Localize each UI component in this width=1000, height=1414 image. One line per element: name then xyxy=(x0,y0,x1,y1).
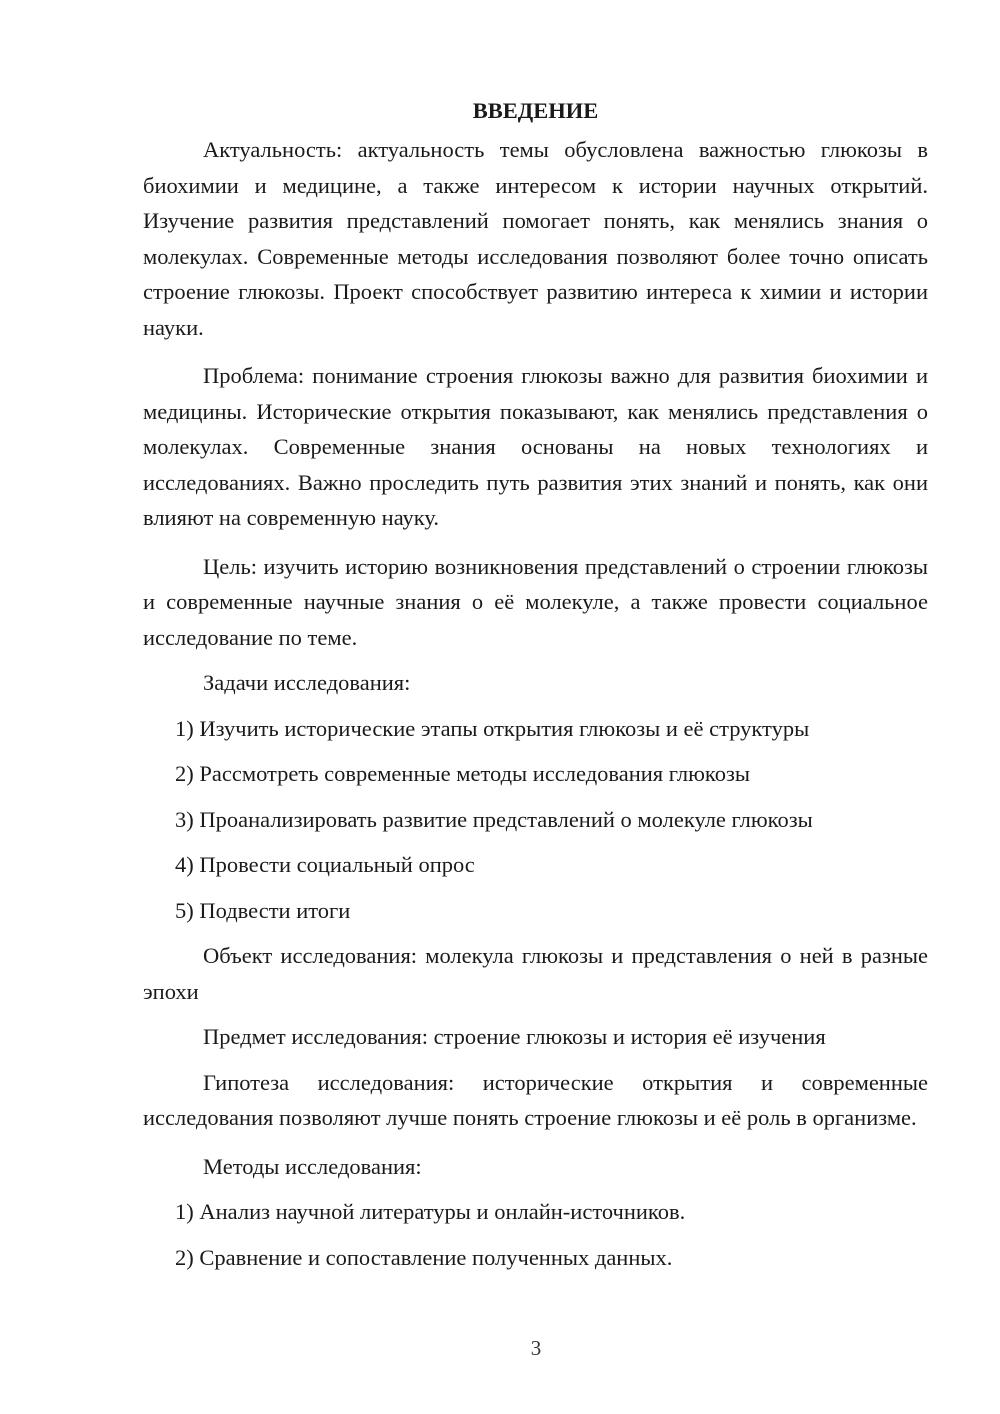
object-paragraph: Объект исследования: молекула глюкозы и представления о ней в разные эпохи xyxy=(143,943,928,1004)
list-item: 2) Сравнение и сопоставление полученных данных. xyxy=(175,1244,673,1270)
list-item: 1) Анализ научной литературы и онлайн-источников. xyxy=(175,1199,686,1224)
problem-paragraph: Проблема: понимание строения глюкозы важно для развития биохимии и медицины. Исторические открытия показывают, как менялись представления о молекулах. Современные знания основаны на новых технологиях и исследованиях. Важно проследить путь развития этих знаний и понять, как они влияют на современную науку. xyxy=(143,363,928,530)
list-item: 2) Рассмотреть современные методы исследования глюкозы xyxy=(175,761,750,786)
subject-paragraph: Предмет исследования: строение глюкозы и история её изучения xyxy=(203,1024,826,1049)
methods-list xyxy=(143,1194,928,1275)
list-item: 5) Подвести итоги xyxy=(175,897,351,923)
list-item: 1) Изучить исторические этапы открытия глюкозы и её структуры xyxy=(175,715,810,741)
list-item: 4) Провести социальный опрос xyxy=(175,852,475,877)
page-content xyxy=(143,94,928,1275)
list-item: 3) Проанализировать развитие представлений о молекуле глюкозы xyxy=(175,806,813,832)
methods-title: Методы исследования: xyxy=(203,1153,422,1179)
tasks-title: Задачи исследования: xyxy=(203,670,411,695)
tasks-list xyxy=(143,711,928,929)
page-number: 3 xyxy=(530,1336,542,1360)
goal-paragraph: Цель: изучить историю возникновения представлений о строении глюкозы и современные научные знания о её молекуле, а также провести социальное исследование по теме. xyxy=(143,553,928,650)
hypothesis-paragraph: Гипотеза исследования: исторические открытия и современные исследования позволяют лучше понять строение глюкозы и её роль в организме. xyxy=(143,1069,928,1130)
section-heading: ВВЕДЕНИЕ xyxy=(472,98,599,123)
relevance-paragraph: Актуальность: актуальность темы обусловлена важностью глюкозы в биохимии и медицине, а также интересом к истории научных открытий. Изучение развития представлений помогает понять, как менялись знания о молекулах. Современные методы исследования позволяют более точно описать строение глюкозы. Проект способствует развитию интереса к химии и истории науки. xyxy=(143,137,928,340)
